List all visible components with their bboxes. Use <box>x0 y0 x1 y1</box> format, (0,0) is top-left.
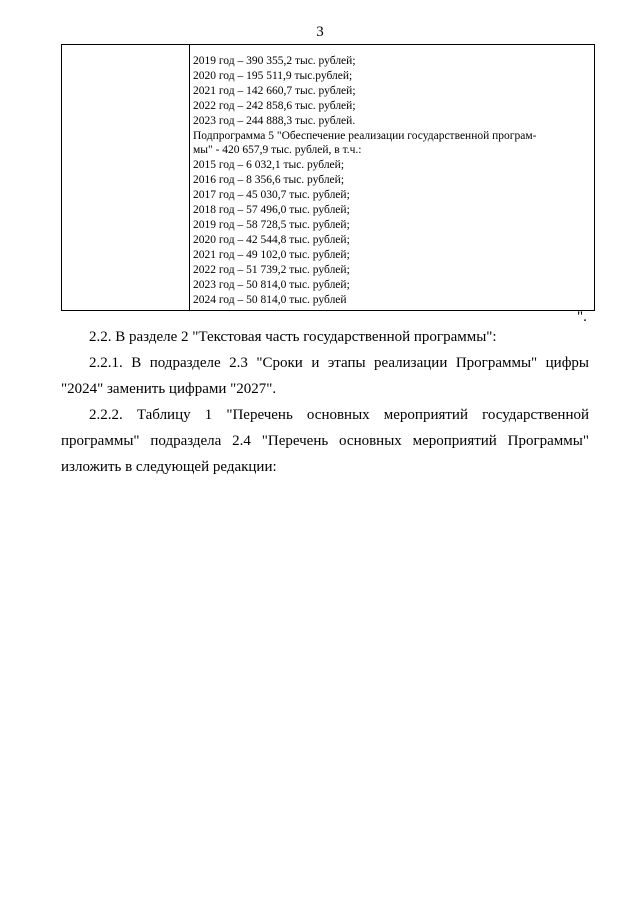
program-table <box>61 44 595 311</box>
table-cell-line: 2016 год – 8 356,6 тыс. рублей; <box>193 174 345 187</box>
table-cell-line: 2020 год – 42 544,8 тыс. рублей; <box>193 233 350 246</box>
table-cell-line: 2021 год – 49 102,0 тыс. рублей; <box>193 248 350 261</box>
page-number: 3 <box>316 24 324 40</box>
table-cell-line: 2015 год – 6 032,1 тыс. рублей; <box>193 159 345 172</box>
paragraph-2-2-2: 2.2.2. Таблицу 1 "Перечень основных мероприятий государственной программы" подраздела 2.4 "Перечень основных мероприятий Программы" изложить в следующей редакции: <box>61 407 589 475</box>
closing-quote: ". <box>577 309 587 325</box>
table-cell-line: 2020 год – 195 511,9 тыс.рублей; <box>193 69 353 82</box>
table-cell-line: 2022 год – 242 858,6 тыс. рублей; <box>193 99 356 112</box>
table-cell-line: 2017 год – 45 030,7 тыс. рублей; <box>193 189 350 202</box>
table-cell-line: 2021 год – 142 660,7 тыс. рублей; <box>193 84 356 97</box>
table-column-divider <box>189 45 190 310</box>
table-cell-line: 2023 год – 244 888,3 тыс. рублей. <box>193 114 356 127</box>
paragraph-2-2: 2.2. В разделе 2 "Текстовая часть государственной программы": <box>89 329 497 345</box>
table-cell-line: Подпрограмма 5 "Обеспечение реализации государственной програм- <box>193 129 537 142</box>
table-cell-line: 2024 год – 50 814,0 тыс. рублей <box>193 293 347 306</box>
table-cell-line: 2019 год – 58 728,5 тыс. рублей; <box>193 218 350 231</box>
table-cell-line: мы" - 420 657,9 тыс. рублей, в т.ч.: <box>193 144 362 157</box>
table-cell-line: 2022 год – 51 739,2 тыс. рублей; <box>193 263 350 276</box>
table-cell-line: 2019 год – 390 355,2 тыс. рублей; <box>193 55 356 67</box>
table-cell-line: 2023 год – 50 814,0 тыс. рублей; <box>193 278 350 291</box>
table-cell-line: 2018 год – 57 496,0 тыс. рублей; <box>193 204 350 217</box>
table-right-cell <box>193 54 591 307</box>
paragraph-2-2-1: 2.2.1. В подразделе 2.3 "Сроки и этапы реализации Программы" цифры "2024" заменить цифрами "2027". <box>61 355 589 397</box>
